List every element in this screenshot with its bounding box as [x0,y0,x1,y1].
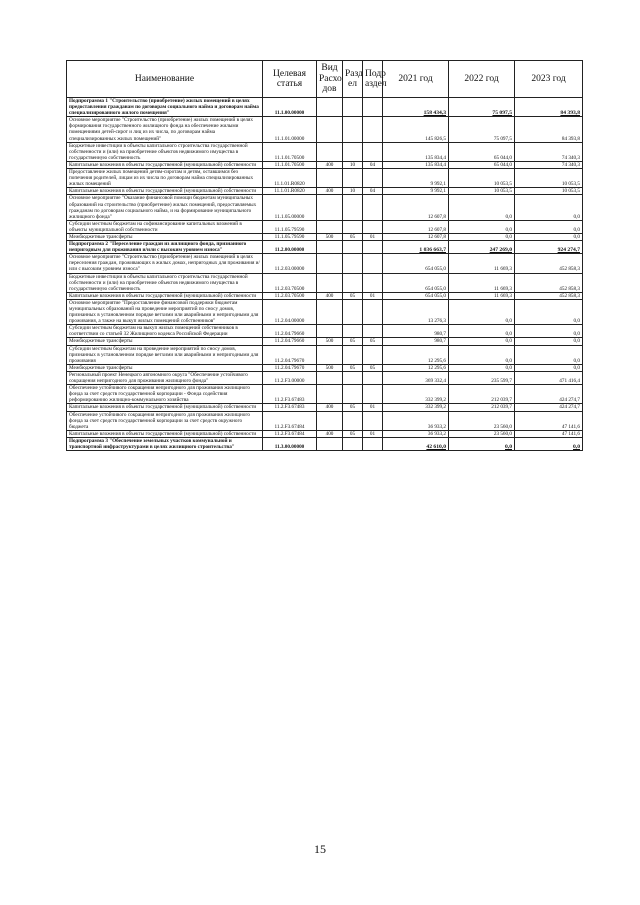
cell-amount-2022: 0,0 [449,233,515,240]
cell-amount-2021: 12 607,8 [383,233,449,240]
cell-target-code: 11.1.01.R0820 [263,169,317,188]
cell-section [343,371,363,384]
table-header-row [67,61,583,98]
cell-expense-type [317,345,343,364]
cell-amount-2023: 471 416,4 [515,371,583,384]
table-row [67,411,583,430]
cell-amount-2021: 158 434,3 [383,98,449,117]
cell-target-code: 11.2.03.70500 [263,273,317,292]
cell-amount-2021: 12 295,6 [383,364,449,371]
cell-expense-type [317,371,343,384]
cell-name: Основное мероприятие "Предоставление финансовой поддержки бюджетам муниципальных образований на проведение мероприятий по сносу домов, признанных в установленном порядке ветхими или аварийными и непригодными для проживания, а также на выкуп жилых помещений собственников" [67,299,263,324]
cell-target-code: 11.2.04.00000 [263,299,317,324]
cell-amount-2022: 0,0 [449,437,515,450]
table-row [67,345,583,364]
cell-expense-type [317,437,343,450]
cell-amount-2023: 10 053,5 [515,169,583,188]
cell-amount-2023: 0,0 [515,325,583,338]
cell-amount-2022: 0,0 [449,345,515,364]
cell-amount-2021: 369 332,4 [383,371,449,384]
cell-subsection [363,437,383,450]
header-target: Целевая статья [263,61,317,98]
cell-target-code: 11.2.00.00000 [263,241,317,254]
cell-name: Межбюджетные трансферты [67,364,263,371]
cell-amount-2021: 654 055,0 [383,273,449,292]
cell-amount-2023: 0,0 [515,437,583,450]
table-row [67,117,583,142]
budget-table-sheet [66,60,582,451]
cell-subsection [363,273,383,292]
cell-section: 05 [343,233,363,240]
cell-amount-2022: 11 669,3 [449,273,515,292]
cell-expense-type: 400 [317,188,343,195]
cell-subsection [363,117,383,142]
cell-expense-type [317,142,343,161]
cell-subsection: 01 [363,404,383,411]
cell-amount-2023: 0,0 [515,220,583,233]
cell-amount-2023: 0,0 [515,299,583,324]
cell-name: Основное мероприятие "Строительство (приобретение) жилых помещений в целях формирования государственного жилищного фонда на обеспечение жилыми помещениями детей-сирот и лиц из их числа, по договорам найма специализированных жилых помещений" [67,117,263,142]
cell-name: Субсидии местным бюджетам на софинансирование капитальных вложений в объекты муниципальной собственности [67,220,263,233]
cell-subsection: 05 [363,364,383,371]
cell-target-code: 11.2.F3.67484 [263,430,317,437]
cell-amount-2021: 36 933,2 [383,411,449,430]
cell-amount-2021: 135 834,4 [383,142,449,161]
cell-target-code: 11.2.04.79660 [263,325,317,338]
cell-amount-2022: 0,0 [449,220,515,233]
table-row [67,98,583,117]
cell-subsection: 01 [363,233,383,240]
cell-expense-type [317,411,343,430]
cell-subsection [363,371,383,384]
cell-section [343,273,363,292]
cell-amount-2021: 9 992,1 [383,169,449,188]
cell-name: Обеспечение устойчивого сокращения непригодного для проживания жилищного фонда за счет средств государственной корпорации за счет средств окружного бюджета [67,411,263,430]
cell-expense-type [317,385,343,404]
header-year-2023: 2023 год [515,61,583,98]
table-body [67,98,583,451]
cell-expense-type [317,220,343,233]
cell-amount-2023: 0,0 [515,195,583,220]
cell-name: Подпрограмма 1 "Строительство (приобретение) жилых помещений в целях предоставления гражданам по договорам социального найма и договорам найма специализированного жилого помещения" [67,98,263,117]
cell-section [343,169,363,188]
cell-amount-2023: 47 141,6 [515,430,583,437]
cell-expense-type: 500 [317,364,343,371]
cell-expense-type [317,254,343,273]
cell-amount-2021: 980,7 [383,338,449,345]
cell-amount-2023: 924 274,7 [515,241,583,254]
cell-section [343,98,363,117]
cell-amount-2021: 980,7 [383,325,449,338]
cell-name: Капитальные вложения в объекты государственной (муниципальной) собственности [67,161,263,168]
table-row [67,338,583,345]
cell-expense-type: 400 [317,430,343,437]
cell-target-code: 11.2.F3.67483 [263,385,317,404]
cell-amount-2022: 10 053,5 [449,169,515,188]
cell-amount-2021: 42 610,0 [383,437,449,450]
cell-section: 05 [343,364,363,371]
cell-amount-2023: 47 141,6 [515,411,583,430]
cell-amount-2022: 0,0 [449,299,515,324]
cell-amount-2023: 0,0 [515,364,583,371]
cell-amount-2022: 247 269,0 [449,241,515,254]
cell-subsection: 05 [363,338,383,345]
cell-amount-2021: 654 055,0 [383,254,449,273]
cell-expense-type: 500 [317,338,343,345]
cell-amount-2022: 23 560,0 [449,430,515,437]
table-row [67,188,583,195]
cell-name: Межбюджетные трансферты [67,338,263,345]
cell-expense-type [317,117,343,142]
cell-amount-2023: 74 340,3 [515,161,583,168]
cell-subsection [363,241,383,254]
cell-subsection [363,411,383,430]
cell-expense-type [317,195,343,220]
cell-amount-2021: 135 834,4 [383,161,449,168]
table-row [67,233,583,240]
cell-section: 05 [343,338,363,345]
cell-amount-2023: 424 274,7 [515,404,583,411]
cell-subsection: 04 [363,188,383,195]
cell-amount-2023: 74 340,3 [515,142,583,161]
cell-amount-2023: 0,0 [515,233,583,240]
header-year-2021: 2021 год [383,61,449,98]
cell-section [343,254,363,273]
cell-subsection: 01 [363,430,383,437]
cell-section [343,325,363,338]
cell-name: Капитальные вложения в объекты государственной (муниципальной) собственности [67,292,263,299]
cell-expense-type: 400 [317,292,343,299]
cell-amount-2023: 84 393,8 [515,117,583,142]
table-row [67,385,583,404]
cell-subsection [363,142,383,161]
table-row [67,364,583,371]
cell-amount-2023: 10 053,5 [515,188,583,195]
table-row [67,273,583,292]
cell-amount-2022: 235 599,7 [449,371,515,384]
cell-amount-2022: 212 039,7 [449,385,515,404]
cell-amount-2022: 23 560,0 [449,411,515,430]
table-row [67,430,583,437]
cell-amount-2021: 332 399,2 [383,385,449,404]
cell-name: Обеспечение устойчивого сокращения непригодного для проживания жилищного фонда за счет средств государственной корпорации - Фонда содействия реформированию жилищно-коммунального хозяйства [67,385,263,404]
cell-target-code: 11.1.01.70500 [263,142,317,161]
cell-name: Капитальные вложения в объекты государственной (муниципальной) собственности [67,188,263,195]
cell-amount-2021: 1 036 663,7 [383,241,449,254]
cell-amount-2023: 0,0 [515,338,583,345]
cell-subsection [363,195,383,220]
cell-amount-2023: 452 858,3 [515,254,583,273]
page-number: 15 [314,842,326,856]
table-row [67,437,583,450]
cell-target-code: 11.2.04.79660 [263,338,317,345]
cell-expense-type [317,98,343,117]
cell-amount-2021: 12 295,6 [383,345,449,364]
cell-name: Субсидии местным бюджетам на выкуп жилых помещений собственников в соответствии со статьей 32 Жилищного кодекса Российской Федерации [67,325,263,338]
cell-expense-type [317,241,343,254]
cell-section: 05 [343,404,363,411]
table-row [67,371,583,384]
cell-subsection [363,325,383,338]
cell-name: Подпрограмма 2 "Переселение граждан из жилищного фонда, признанного непригодным для проживания и/или с высоким уровнем износа" [67,241,263,254]
cell-amount-2022: 10 053,5 [449,188,515,195]
cell-target-code: 11.2.04.79670 [263,345,317,364]
table-row [67,161,583,168]
cell-section [343,345,363,364]
table-row [67,404,583,411]
cell-name: Капитальные вложения в объекты государственной (муниципальной) собственности [67,430,263,437]
cell-amount-2022: 0,0 [449,364,515,371]
table-row [67,254,583,273]
cell-amount-2021: 13 276,3 [383,299,449,324]
cell-section: 10 [343,161,363,168]
table-row [67,142,583,161]
cell-subsection [363,385,383,404]
table-row [67,325,583,338]
cell-name: Бюджетные инвестиции в объекты капитального строительства государственной собственности и (или) на приобретение объектов недвижимого имущества в государственную собственность [67,273,263,292]
cell-section: 10 [343,188,363,195]
table-row [67,220,583,233]
cell-target-code: 11.1.01.R0820 [263,188,317,195]
cell-section: 05 [343,292,363,299]
cell-section [343,299,363,324]
cell-expense-type [317,325,343,338]
cell-subsection [363,220,383,233]
cell-name: Предоставление жилых помещений детям-сиротам и детям, оставшимся без попечения родителей, лицам из их числа по договорам найма специализированных жилых помещений [67,169,263,188]
cell-target-code: 11.1.05.79590 [263,220,317,233]
cell-amount-2022: 0,0 [449,325,515,338]
cell-target-code: 11.2.F3.67484 [263,411,317,430]
cell-amount-2021: 12 607,8 [383,220,449,233]
cell-amount-2021: 9 992,1 [383,188,449,195]
cell-amount-2022: 212 039,7 [449,404,515,411]
header-type: Вид Расхо дов [317,61,343,98]
cell-section [343,241,363,254]
cell-section [343,385,363,404]
cell-section [343,220,363,233]
cell-target-code: 11.1.01.00000 [263,117,317,142]
cell-amount-2021: 36 933,2 [383,430,449,437]
cell-amount-2022: 65 044,0 [449,142,515,161]
cell-name: Межбюджетные трансферты [67,233,263,240]
cell-amount-2021: 145 826,5 [383,117,449,142]
header-subsection: Подр аздел [363,61,383,98]
table-row [67,195,583,220]
cell-section [343,411,363,430]
cell-section: 05 [343,430,363,437]
cell-target-code: 11.2.F3.67483 [263,404,317,411]
cell-target-code: 11.2.04.79670 [263,364,317,371]
cell-expense-type [317,169,343,188]
cell-subsection [363,345,383,364]
table-row [67,169,583,188]
cell-amount-2023: 424 274,7 [515,385,583,404]
cell-expense-type: 400 [317,404,343,411]
cell-amount-2023: 0,0 [515,345,583,364]
cell-section [343,142,363,161]
cell-subsection [363,299,383,324]
cell-amount-2022: 75 097,5 [449,117,515,142]
cell-name: Бюджетные инвестиции в объекты капитального строительства государственной собственности и (или) на приобретение объектов недвижимого имущества в государственную собственность [67,142,263,161]
cell-subsection [363,254,383,273]
cell-amount-2022: 0,0 [449,338,515,345]
cell-name: Региональный проект Ненецкого автономного округа "Обеспечение устойчивого сокращения непригодного для проживания жилищного фонда" [67,371,263,384]
cell-amount-2022: 65 044,0 [449,161,515,168]
cell-target-code: 11.1.01.70500 [263,161,317,168]
header-name: Наименование [67,61,263,98]
header-year-2022: 2022 год [449,61,515,98]
cell-amount-2022: 11 669,3 [449,254,515,273]
cell-amount-2021: 12 607,8 [383,195,449,220]
cell-amount-2022: 0,0 [449,195,515,220]
cell-subsection [363,169,383,188]
cell-section [343,195,363,220]
cell-target-code: 11.2.03.70500 [263,292,317,299]
cell-amount-2022: 75 097,5 [449,98,515,117]
cell-expense-type [317,299,343,324]
cell-section [343,437,363,450]
cell-subsection: 01 [363,292,383,299]
cell-amount-2021: 332 399,2 [383,404,449,411]
cell-subsection: 04 [363,161,383,168]
cell-target-code: 11.1.05.00000 [263,195,317,220]
table-row [67,292,583,299]
cell-subsection [363,98,383,117]
cell-target-code: 11.1.05.79590 [263,233,317,240]
cell-section [343,117,363,142]
cell-expense-type: 500 [317,233,343,240]
cell-expense-type: 400 [317,161,343,168]
table-row [67,299,583,324]
cell-amount-2023: 452 858,3 [515,292,583,299]
cell-amount-2021: 654 055,0 [383,292,449,299]
cell-target-code: 11.3.00.00000 [263,437,317,450]
cell-amount-2023: 452 858,3 [515,273,583,292]
cell-name: Субсидии местным бюджетам на проведение мероприятий по сносу домов, признанных в установленном порядке ветхими или аварийными и непригодными для проживания [67,345,263,364]
cell-amount-2023: 84 393,8 [515,98,583,117]
cell-target-code: 11.2.F3.00000 [263,371,317,384]
cell-target-code: 11.1.00.00000 [263,98,317,117]
budget-table [66,60,583,451]
cell-name: Подпрограмма 3 "Обеспечение земельных участков коммунальной и транспортной инфраструктурами в целях жилищного строительства" [67,437,263,450]
cell-target-code: 11.2.03.00000 [263,254,317,273]
cell-name: Капитальные вложения в объекты государственной (муниципальной) собственности [67,404,263,411]
cell-amount-2022: 11 669,3 [449,292,515,299]
header-section: Разд ел [343,61,363,98]
table-row [67,241,583,254]
cell-expense-type [317,273,343,292]
cell-name: Основное мероприятие "Оказание финансовой помощи бюджетам муниципальных образований на строительство (приобретение) жилых помещений, предоставляемых гражданам по договорам социального найма, и на формирование муниципального жилищного фонда" [67,195,263,220]
cell-name: Основное мероприятие "Строительство (приобретение) жилых помещений в целях переселения граждан, проживающих в жилых домах, непригодных для проживания и/или с высоким уровнем износа" [67,254,263,273]
